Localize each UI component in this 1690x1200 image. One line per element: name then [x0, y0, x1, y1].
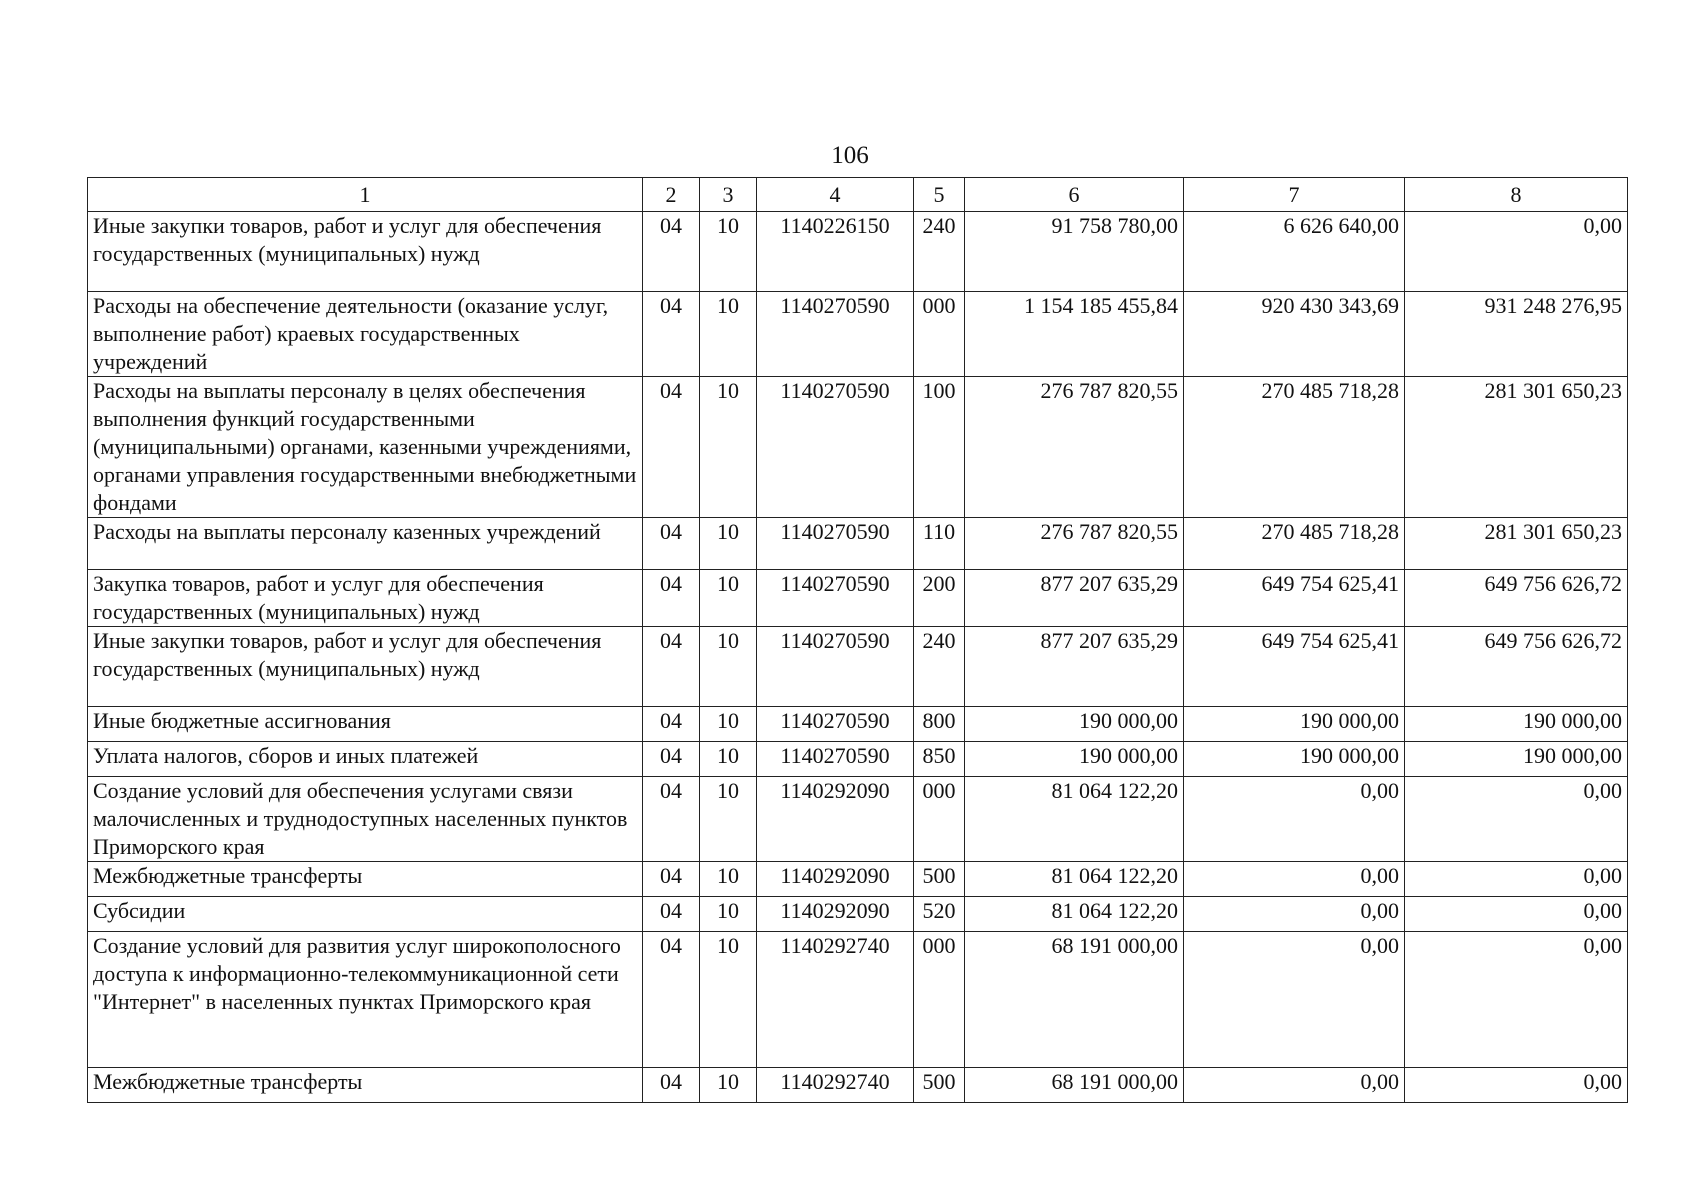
expense-type-code: 240 [914, 627, 965, 707]
table-row [88, 292, 1628, 377]
amount-col-7: 920 430 343,69 [1184, 292, 1405, 377]
amount-col-6: 276 787 820,55 [965, 377, 1184, 518]
expense-type-code: 240 [914, 212, 965, 292]
subsection-code: 10 [700, 627, 757, 707]
target-article-code: 1140270590 [757, 742, 914, 777]
expense-type-code: 500 [914, 1068, 965, 1103]
row-name: Межбюджетные трансферты [88, 862, 643, 897]
target-article-code: 1140270590 [757, 627, 914, 707]
amount-col-8: 649 756 626,72 [1405, 570, 1628, 627]
subsection-code: 10 [700, 862, 757, 897]
subsection-code: 10 [700, 518, 757, 570]
expense-type-code: 200 [914, 570, 965, 627]
column-number-row [88, 178, 1628, 212]
amount-col-6: 68 191 000,00 [965, 932, 1184, 1068]
expense-type-code: 520 [914, 897, 965, 932]
page-number: 106 [831, 142, 869, 169]
budget-table [87, 177, 1628, 1103]
table-row [88, 707, 1628, 742]
amount-col-6: 1 154 185 455,84 [965, 292, 1184, 377]
amount-col-7: 0,00 [1184, 777, 1405, 862]
amount-col-6: 190 000,00 [965, 707, 1184, 742]
row-name: Расходы на обеспечение деятельности (оказание услуг, выполнение работ) краевых государственных учреждений [88, 292, 643, 377]
expense-type-code: 110 [914, 518, 965, 570]
amount-col-7: 270 485 718,28 [1184, 377, 1405, 518]
target-article-code: 1140226150 [757, 212, 914, 292]
section-code: 04 [643, 932, 700, 1068]
subsection-code: 10 [700, 292, 757, 377]
column-header-1: 1 [88, 178, 643, 212]
amount-col-8: 190 000,00 [1405, 742, 1628, 777]
column-header-6: 6 [965, 178, 1184, 212]
amount-col-6: 276 787 820,55 [965, 518, 1184, 570]
column-header-5: 5 [914, 178, 965, 212]
table-row [88, 1068, 1628, 1103]
column-header-2: 2 [643, 178, 700, 212]
expense-type-code: 800 [914, 707, 965, 742]
amount-col-8: 0,00 [1405, 1068, 1628, 1103]
amount-col-6: 877 207 635,29 [965, 627, 1184, 707]
subsection-code: 10 [700, 897, 757, 932]
section-code: 04 [643, 627, 700, 707]
row-name: Расходы на выплаты персоналу в целях обеспечения выполнения функций государственными (муниципальными) органами, казенными учреждениями, органами управления государственными внебюджетными фондами [88, 377, 643, 518]
subsection-code: 10 [700, 1068, 757, 1103]
amount-col-8: 0,00 [1405, 897, 1628, 932]
subsection-code: 10 [700, 932, 757, 1068]
amount-col-7: 0,00 [1184, 897, 1405, 932]
section-code: 04 [643, 570, 700, 627]
amount-col-7: 0,00 [1184, 862, 1405, 897]
section-code: 04 [643, 897, 700, 932]
column-header-7: 7 [1184, 178, 1405, 212]
table-row [88, 518, 1628, 570]
row-name: Закупка товаров, работ и услуг для обеспечения государственных (муниципальных) нужд [88, 570, 643, 627]
amount-col-6: 81 064 122,20 [965, 777, 1184, 862]
amount-col-8: 0,00 [1405, 862, 1628, 897]
target-article-code: 1140270590 [757, 707, 914, 742]
expense-type-code: 000 [914, 932, 965, 1068]
amount-col-7: 6 626 640,00 [1184, 212, 1405, 292]
amount-col-8: 931 248 276,95 [1405, 292, 1628, 377]
amount-col-8: 190 000,00 [1405, 707, 1628, 742]
row-name: Субсидии [88, 897, 643, 932]
subsection-code: 10 [700, 742, 757, 777]
section-code: 04 [643, 707, 700, 742]
subsection-code: 10 [700, 212, 757, 292]
row-name: Создание условий для развития услуг широкополосного доступа к информационно-телекоммуникационной сети "Интернет" в населенных пунктах Приморского края [88, 932, 643, 1068]
section-code: 04 [643, 212, 700, 292]
table-row [88, 862, 1628, 897]
amount-col-8: 281 301 650,23 [1405, 518, 1628, 570]
expense-type-code: 000 [914, 292, 965, 377]
subsection-code: 10 [700, 377, 757, 518]
row-name: Иные закупки товаров, работ и услуг для обеспечения государственных (муниципальных) нужд [88, 627, 643, 707]
subsection-code: 10 [700, 707, 757, 742]
table-row [88, 897, 1628, 932]
table-row [88, 932, 1628, 1068]
section-code: 04 [643, 518, 700, 570]
expense-type-code: 100 [914, 377, 965, 518]
section-code: 04 [643, 742, 700, 777]
column-header-4: 4 [757, 178, 914, 212]
amount-col-6: 91 758 780,00 [965, 212, 1184, 292]
section-code: 04 [643, 777, 700, 862]
section-code: 04 [643, 377, 700, 518]
amount-col-7: 270 485 718,28 [1184, 518, 1405, 570]
target-article-code: 1140270590 [757, 292, 914, 377]
amount-col-7: 649 754 625,41 [1184, 570, 1405, 627]
table-row [88, 777, 1628, 862]
target-article-code: 1140292740 [757, 1068, 914, 1103]
target-article-code: 1140292740 [757, 932, 914, 1068]
amount-col-8: 281 301 650,23 [1405, 377, 1628, 518]
row-name: Иные закупки товаров, работ и услуг для обеспечения государственных (муниципальных) нужд [88, 212, 643, 292]
amount-col-8: 649 756 626,72 [1405, 627, 1628, 707]
subsection-code: 10 [700, 777, 757, 862]
subsection-code: 10 [700, 570, 757, 627]
expense-type-code: 000 [914, 777, 965, 862]
target-article-code: 1140270590 [757, 570, 914, 627]
expense-type-code: 850 [914, 742, 965, 777]
column-header-8: 8 [1405, 178, 1628, 212]
target-article-code: 1140292090 [757, 777, 914, 862]
table-row [88, 570, 1628, 627]
amount-col-7: 190 000,00 [1184, 742, 1405, 777]
amount-col-7: 0,00 [1184, 932, 1405, 1068]
table-row [88, 212, 1628, 292]
section-code: 04 [643, 1068, 700, 1103]
target-article-code: 1140292090 [757, 862, 914, 897]
amount-col-6: 81 064 122,20 [965, 862, 1184, 897]
row-name: Уплата налогов, сборов и иных платежей [88, 742, 643, 777]
amount-col-7: 649 754 625,41 [1184, 627, 1405, 707]
table-row [88, 377, 1628, 518]
row-name: Расходы на выплаты персоналу казенных учреждений [88, 518, 643, 570]
column-header-3: 3 [700, 178, 757, 212]
amount-col-8: 0,00 [1405, 212, 1628, 292]
amount-col-6: 81 064 122,20 [965, 897, 1184, 932]
amount-col-8: 0,00 [1405, 932, 1628, 1068]
amount-col-7: 0,00 [1184, 1068, 1405, 1103]
row-name: Межбюджетные трансферты [88, 1068, 643, 1103]
amount-col-6: 68 191 000,00 [965, 1068, 1184, 1103]
target-article-code: 1140292090 [757, 897, 914, 932]
table-row [88, 742, 1628, 777]
amount-col-6: 877 207 635,29 [965, 570, 1184, 627]
section-code: 04 [643, 862, 700, 897]
target-article-code: 1140270590 [757, 377, 914, 518]
expense-type-code: 500 [914, 862, 965, 897]
row-name: Иные бюджетные ассигнования [88, 707, 643, 742]
row-name: Создание условий для обеспечения услугами связи малочисленных и труднодоступных населенных пунктов Приморского края [88, 777, 643, 862]
amount-col-8: 0,00 [1405, 777, 1628, 862]
table-row [88, 627, 1628, 707]
amount-col-6: 190 000,00 [965, 742, 1184, 777]
target-article-code: 1140270590 [757, 518, 914, 570]
amount-col-7: 190 000,00 [1184, 707, 1405, 742]
section-code: 04 [643, 292, 700, 377]
